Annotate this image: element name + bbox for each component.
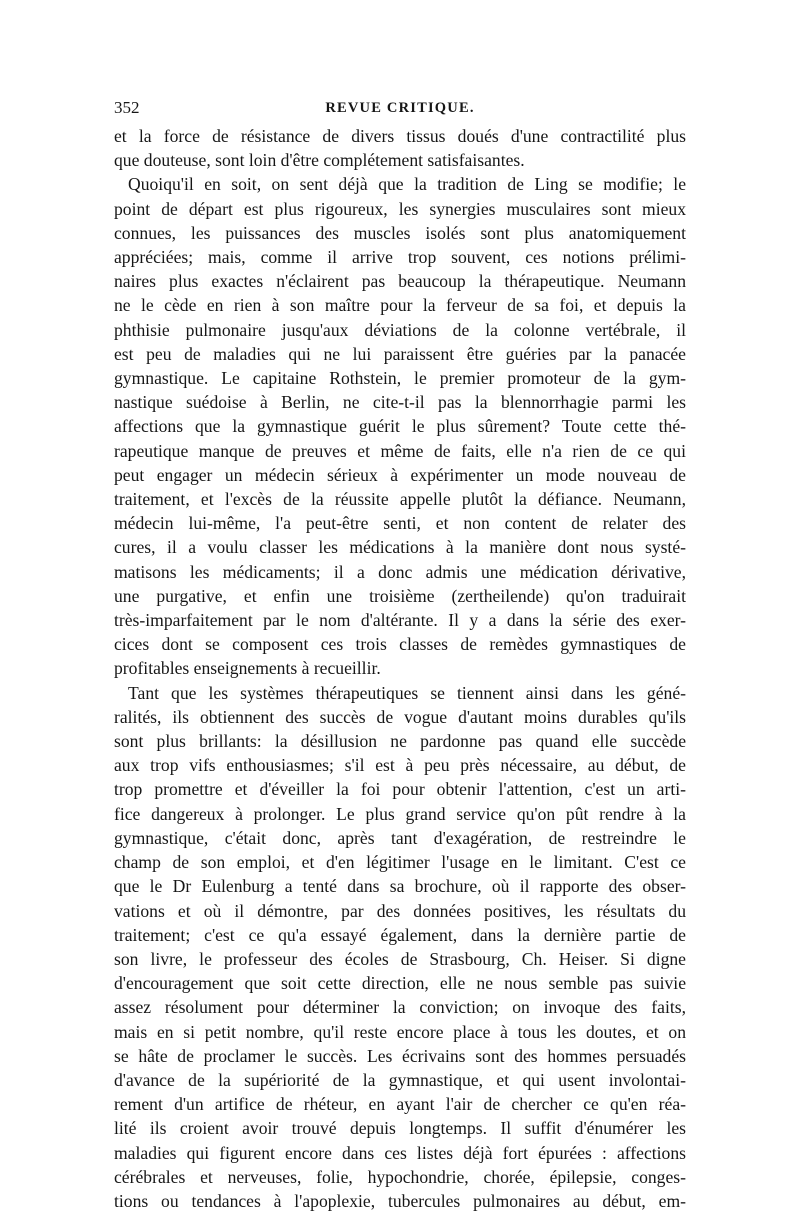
page-number: 352 [114, 98, 140, 117]
text-line: vations et où il démontre, par des données positives, les résultats du [114, 900, 686, 921]
text-line: cices dont se composent ces trois classes de remèdes gymnastiques de [114, 634, 686, 655]
text-line: appréciées; mais, comme il arrive trop souvent, ces notions prélimi- [114, 247, 686, 268]
text-line: que douteuse, sont loin d'être complétement satisfaisantes. [114, 150, 525, 171]
running-head [114, 96, 686, 124]
text-line: nastique suédoise à Berlin, ne cite-t-il pas la blennorrhagie parmi les [114, 392, 686, 413]
text-line: et la force de résistance de divers tissus doués d'une contractilité plus [114, 126, 686, 146]
text-line: sont plus brillants: la désillusion ne pardonne pas quand elle succède [114, 731, 686, 752]
text-line: cérébrales et nerveuses, folie, hypochondrie, chorée, épilepsie, conges- [114, 1166, 686, 1187]
text-line: matisons les médicaments; il a donc admis une médication dérivative, [114, 561, 686, 582]
text-line: ne le cède en rien à son maître pour la ferveur de sa foi, et depuis la [114, 295, 686, 316]
text-line: tions ou tendances à l'apoplexie, tubercules pulmonaires au début, em- [114, 1190, 686, 1211]
text-line: point de départ est plus rigoureux, les synergies musculaires sont mieux [114, 198, 686, 219]
text-line: cures, il a voulu classer les médications à la manière dont nous systé- [114, 537, 686, 558]
text-line: phthisie pulmonaire jusqu'aux déviations de la colonne vertébrale, il [114, 319, 686, 340]
text-line: rapeutique manque de preuves et même de faits, elle n'a rien de ce qui [114, 440, 686, 461]
text-line: gymnastique. Le capitaine Rothstein, le premier promoteur de la gym- [114, 368, 686, 389]
text-line: Tant que les systèmes thérapeutiques se tiennent ainsi dans les géné- [128, 682, 686, 703]
text-line: naires plus exactes n'éclairent pas beaucoup la thérapeutique. Neumann [114, 271, 686, 292]
body-text [114, 124, 686, 1213]
text-line: ralités, ils obtiennent des succès de vogue d'autant moins durables qu'ils [114, 706, 686, 727]
text-line: lité ils croient avoir trouvé depuis longtemps. Il suffit d'énumérer les [114, 1118, 686, 1139]
text-line: assez résolument pour déterminer la conviction; on invoque des faits, [114, 997, 686, 1018]
text-line: mais en si petit nombre, qu'il reste encore place à tous les doutes, et on [114, 1021, 686, 1042]
text-line: peut engager un médecin sérieux à expérimenter un mode nouveau de [114, 464, 686, 485]
text-line: affections que la gymnastique guérit le plus sûrement? Toute cette thé- [114, 416, 686, 437]
book-page [114, 96, 686, 1213]
text-line: se hâte de proclamer le succès. Les écrivains sont des hommes persuadés [114, 1045, 686, 1066]
text-line: maladies qui figurent encore dans ces listes déjà fort épurées : affections [114, 1142, 686, 1163]
text-line: trop promettre et d'éveiller la foi pour obtenir l'attention, c'est un arti- [114, 779, 686, 800]
text-line: aux trop vifs enthousiasmes; s'il est à peu près nécessaire, au début, de [114, 755, 686, 776]
text-line: médecin lui-même, l'a peut-être senti, et non content de relater des [114, 513, 686, 534]
text-line: champ de son emploi, et d'en légitimer l'usage en le limitant. C'est ce [114, 852, 686, 873]
text-line: traitement, et l'excès de la réussite appelle plutôt la défiance. Neumann, [114, 489, 686, 510]
text-line: très-imparfaitement par le nom d'altérante. Il y a dans la série des exer- [114, 610, 686, 631]
text-line: une purgative, et enfin une troisième (zertheilende) qu'on traduirait [114, 585, 686, 606]
text-line: d'avance de la supériorité de la gymnastique, et qui usent involontai- [114, 1069, 686, 1090]
text-line: fice dangereux à prolonger. Le plus grand service qu'on pût rendre à la [114, 803, 686, 824]
text-line: que le Dr Eulenburg a tenté dans sa brochure, où il rapporte des obser- [114, 876, 686, 897]
text-line: Quoiqu'il en soit, on sent déjà que la tradition de Ling se modifie; le [128, 174, 686, 195]
text-line: d'encouragement que soit cette direction, elle ne nous semble pas suivie [114, 973, 686, 994]
text-line: gymnastique, c'était donc, après tant d'exagération, de restreindre le [114, 827, 686, 848]
journal-title: REVUE CRITIQUE. [325, 100, 475, 116]
text-line: traitement; c'est ce qu'a essayé également, dans la dernière partie de [114, 924, 686, 945]
text-line: rement d'un artifice de rhéteur, en ayant l'air de chercher ce qu'en réa- [114, 1094, 686, 1115]
text-line: profitables enseignements à recueillir. [114, 658, 381, 679]
text-line: son livre, le professeur des écoles de Strasbourg, Ch. Heiser. Si digne [114, 948, 686, 969]
text-line: connues, les puissances des muscles isolés sont plus anatomiquement [114, 222, 686, 243]
text-line: est peu de maladies qui ne lui paraissent être guéries par la panacée [114, 343, 686, 364]
